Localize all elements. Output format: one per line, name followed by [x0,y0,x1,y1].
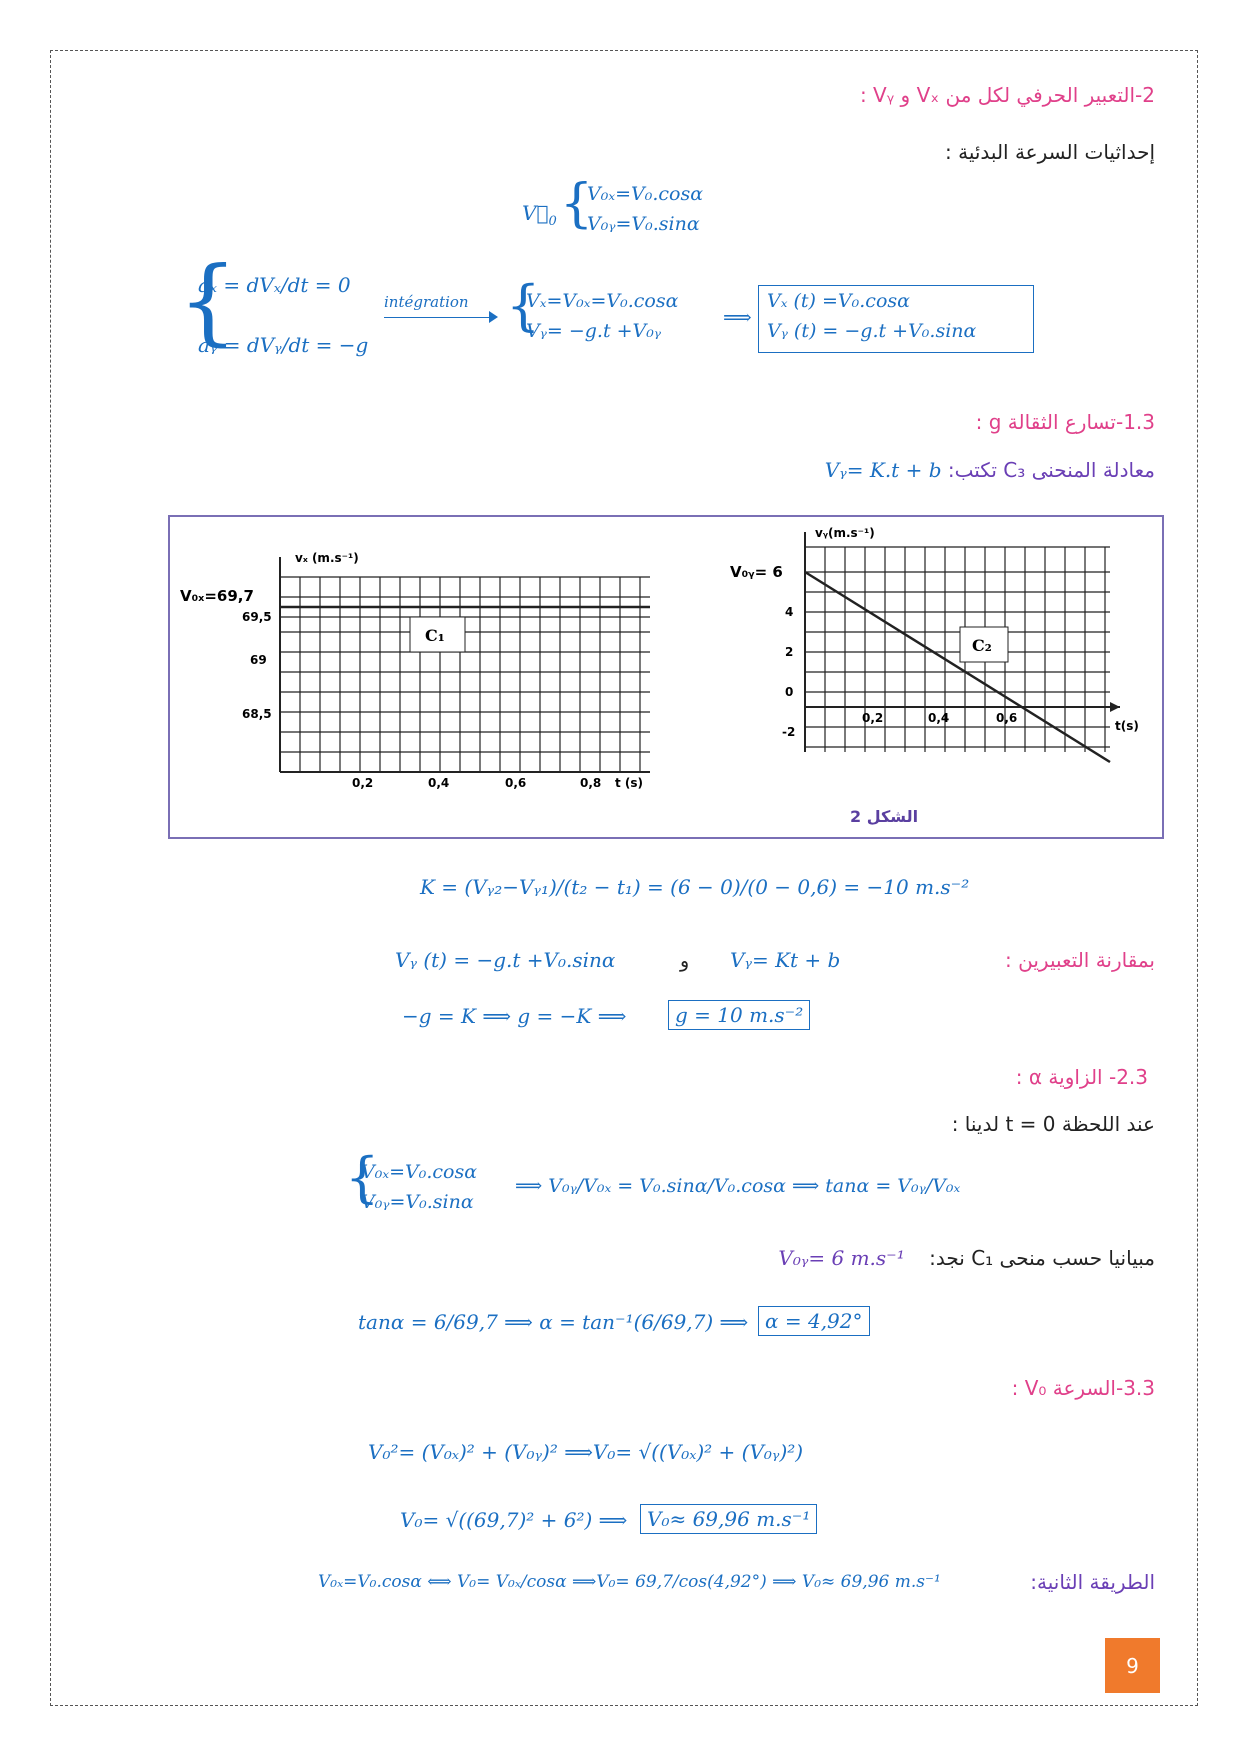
curve-equation: Vᵧ= K.t + b [824,458,942,482]
comparison-eq-2: Vᵧ= Kt + b [730,948,841,972]
comparison-eq-1: Vᵧ (t) = −g.t +V₀.sinα [395,948,616,972]
v0-vector-label: $V⃗_0$ [522,201,557,229]
vx-vy-boxed-result [758,285,1034,353]
right-ytick: -2 [782,725,796,739]
curve-equation-label: معادلة المنحنى C₃ تكتب: [947,458,1155,482]
left-v0x-label: V₀ₓ=69,7 [180,587,254,605]
v0y-equation: V₀ᵧ=V₀.sinα [587,213,700,235]
v0x-equation: V₀ₓ=V₀.cosα [587,183,704,205]
c1-label: C₁ [425,626,445,645]
integration-arrow [384,317,494,318]
ax-equation: aₓ = dVₓ/dt = 0 [198,273,351,297]
initial-velocity-intro: إحداثيات السرعة البدئية : [945,140,1155,164]
right-x-label: t(s) [1115,719,1139,733]
comparison-label: بمقارنة التعبيرين : [1005,948,1155,972]
curve-equation-line [825,458,1155,482]
left-graph-grid [280,557,650,772]
ay-equation: aᵧ = dVᵧ/dt = −g [198,333,369,357]
implies-symbol: ⟹ [723,305,752,329]
section-1-3-title: 1.3-تسارع الثقالة g : [975,410,1155,434]
left-xtick: 0,6 [505,776,527,790]
brace: { [506,274,541,337]
k-slope-equation: K = (Vᵧ₂−Vᵧ₁)/(t₂ − t₁) = (6 − 0)/(0 − 0,6) = −10 m.s⁻² [420,875,970,899]
vx-equation: Vₓ=V₀ₓ=V₀.cosα [526,290,679,312]
figure-caption: الشكل 2 [850,807,919,826]
graph-v0y-value: V₀ᵧ= 6 m.s⁻¹ [778,1246,905,1270]
right-xtick: 0,4 [928,711,950,725]
second-method-equation: V₀ₓ=V₀.cosα ⟺ V₀= V₀ₓ/cosα ⟹V₀= 69,7/cos(4,92°) ⟹ V₀≈ 69,96 m.s⁻¹ [318,1572,941,1592]
g-derivation: −g = K ⟹ g = −K ⟹ [402,1004,627,1028]
alpha-system-1: V₀ₓ=V₀.cosα [361,1161,478,1183]
vx-time-equation: Vₓ (t) =V₀.cosα [767,290,910,312]
left-ytick: 68,5 [242,707,272,721]
second-method-label: الطريقة الثانية: [1030,1570,1155,1594]
left-xtick: 0,8 [580,776,602,790]
tan-alpha-numeric: tanα = 6/69,7 ⟹ α = tan⁻¹(6/69,7) ⟹ [358,1310,749,1334]
v0-numeric-equation: V₀= √((69,7)² + 6²) ⟹ [400,1508,628,1532]
t-zero-intro: عند اللحظة t = 0 لدينا : [951,1112,1155,1136]
arrow-head [489,311,498,323]
g-result: g = 10 m.s⁻² [668,1000,810,1030]
left-ytick: 69 [250,653,267,667]
right-curve-c2 [805,572,1110,762]
right-ytick: 2 [785,645,794,659]
right-xtick: 0,2 [862,711,884,725]
left-y-label: vₓ (m.s⁻¹) [295,551,359,565]
brace: { [345,1146,380,1209]
brace: { [178,247,238,356]
section-3-3-title: 3.3-السرعة V₀ : [1011,1376,1155,1400]
right-ytick: 4 [785,605,794,619]
figure-2-graphs [170,517,1162,837]
left-xtick: 0,4 [428,776,450,790]
right-xtick: 0,6 [996,711,1018,725]
page-number: 9 [1105,1638,1160,1693]
section-2-3-title: 2.3- الزاوية α : [1015,1065,1148,1089]
vy-equation: Vᵧ= −g.t +V₀ᵧ [526,320,662,342]
section-2-title: 2-التعبير الحرفي لكل من Vₓ و Vᵧ : [859,83,1155,107]
left-xtick: 0,2 [352,776,374,790]
alpha-derivation-block [345,1146,961,1235]
left-x-label: t (s) [615,776,644,790]
figure-2 [168,515,1164,839]
right-y-label: vᵧ(m.s⁻¹) [815,526,875,540]
right-v0y-label: V₀ᵧ= 6 [730,563,783,581]
graph-reading-label: مبيانيا حسب منحى C₁ نجد: [929,1246,1155,1270]
alpha-system-2: V₀ᵧ=V₀.sinα [361,1191,474,1213]
integration-label: intégration [384,293,469,311]
tan-alpha-equation: ⟹ V₀ᵧ/V₀ₓ = V₀.sinα/V₀.cosα ⟹ tanα = V₀ᵧ/V₀ₓ [515,1175,961,1197]
brace: { [560,174,594,234]
vy-time-equation: Vᵧ (t) = −g.t +V₀.sinα [767,320,977,342]
right-ytick: 0 [785,685,794,699]
graph-reading-line [778,1246,1155,1270]
acceleration-integration-block [178,247,1058,375]
c2-label: C₂ [972,636,992,655]
comparison-and: و [680,950,690,972]
right-x-arrow [1110,702,1120,712]
v0-result: V₀≈ 69,96 m.s⁻¹ [640,1504,817,1534]
v0-magnitude-equation: V₀²= (V₀ₓ)² + (V₀ᵧ)² ⟹V₀= √((V₀ₓ)² + (V₀ᵧ)²) [368,1440,804,1464]
left-ytick: 69,5 [242,610,272,624]
alpha-result: α = 4,92° [758,1306,870,1336]
